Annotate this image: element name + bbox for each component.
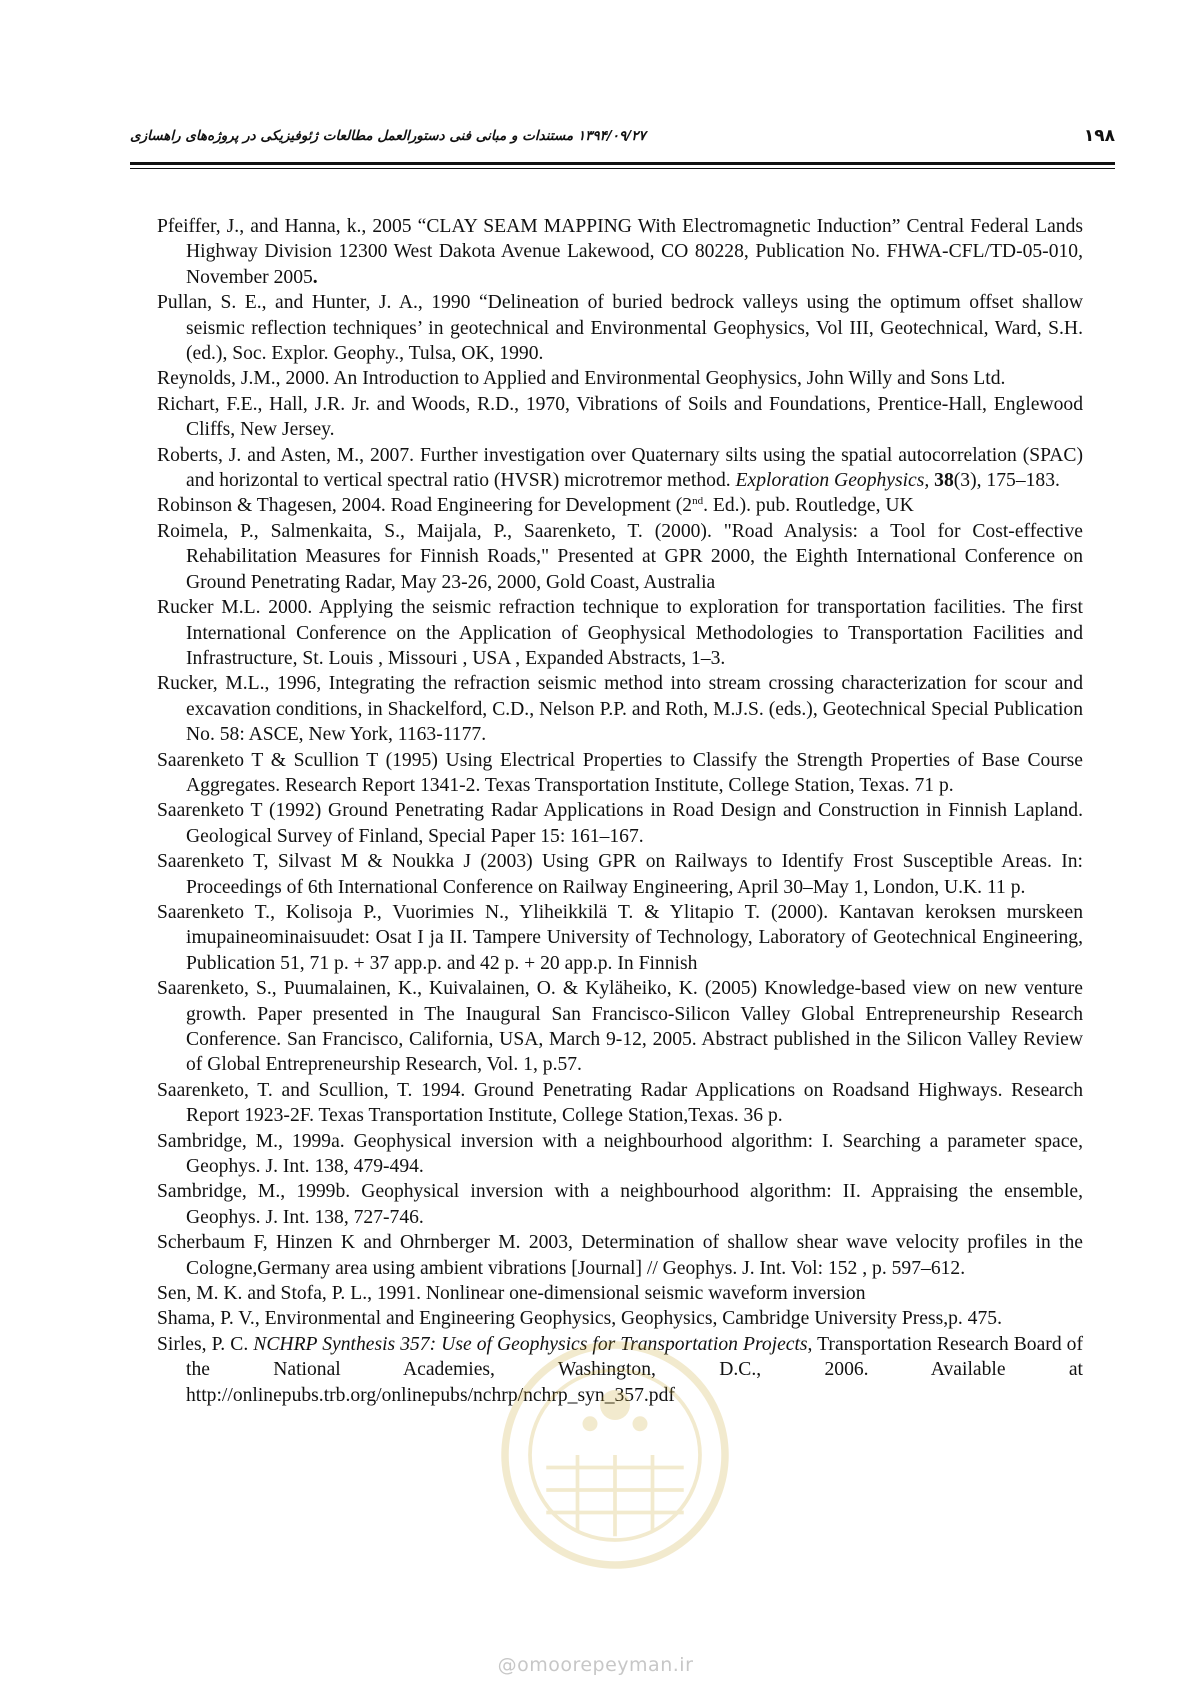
reference-pre: Shama, P. V., Environmental and Engineering Geophysics, Geophysics, Cambridge University Press,p. 475. bbox=[157, 1308, 1002, 1330]
reference-pre: Sen, M. K. and Stofa, P. L., 1991. Nonlinear one-dimensional seismic waveform inversion bbox=[157, 1283, 866, 1305]
reference-italic: Exploration Geophysics, bbox=[735, 470, 930, 492]
reference-pre: Sambridge, M., 1999a. Geophysical inversion with a neighbourhood algorithm: I. Searching a parameter space, Geophys. J. Int. 138, 479-494. bbox=[157, 1130, 1083, 1178]
reference-bold: 38 bbox=[929, 470, 954, 492]
reference-entry bbox=[157, 214, 1083, 290]
reference-list bbox=[157, 214, 1083, 1408]
reference-entry bbox=[157, 1332, 1083, 1408]
reference-entry bbox=[157, 1281, 1083, 1306]
reference-entry bbox=[157, 392, 1083, 443]
reference-pre: Rucker, M.L., 1996, Integrating the refraction seismic method into stream crossing characterization for scour and excavation conditions, in Shackelford, C.D., Nelson P.P. and Roth, M.J.S. (eds.), Geotechnical Special Publication No. 58: ASCE, New York, 1163-1177. bbox=[157, 673, 1083, 746]
reference-entry bbox=[157, 671, 1083, 747]
reference-pre: Saarenketo T (1992) Ground Penetrating Radar Applications in Road Design and Construction in Finnish Lapland. Geological Survey of Finland, Special Paper 15: 161–167. bbox=[157, 800, 1083, 847]
header-rule-thin bbox=[130, 168, 1115, 169]
reference-entry bbox=[157, 1230, 1083, 1281]
reference-post: . Ed.). pub. Routledge, UK bbox=[703, 495, 914, 517]
reference-pre: Pfeiffer, J., and Hanna, k., 2005 “CLAY SEAM MAPPING With Electromagnetic Induction” Central Federal Lands Highway Division 12300 West Dakota Avenue Lakewood, CO 80228, Publication No. FHWA-CFL/TD-05-010, November 2005 bbox=[157, 216, 1083, 288]
page-number: ۱۹۸ bbox=[1083, 126, 1115, 146]
reference-pre: Robinson & Thagesen, 2004. Road Engineering for Development (2 bbox=[157, 495, 693, 517]
page-header bbox=[130, 126, 1115, 148]
reference-pre: Saarenketo, S., Puumalainen, K., Kuivalainen, O. & Kyläheiko, K. (2005) Knowledge-based view on new venture growth. Paper presented in The Inaugural San Francisco-Silicon Valley Global Entrepreneurship Research Conference. San Francisco, California, USA, March 9-12, 2005. Abstract published in the Silicon Valley Review of Global Entrepreneurship Research, Vol. 1, p.57. bbox=[157, 978, 1083, 1076]
reference-entry bbox=[157, 798, 1083, 849]
reference-pre: Saarenketo T & Scullion T (1995) Using Electrical Properties to Classify the Strength Properties of Base Course Aggregates. Research Report 1341-2. Texas Transportation Institute, College Station, Texas. 71 p. bbox=[157, 749, 1083, 796]
reference-entry bbox=[157, 849, 1083, 900]
reference-italic: NCHRP Synthesis 357: Use of Geophysics for Transportation Projects bbox=[253, 1333, 808, 1355]
reference-entry bbox=[157, 900, 1083, 976]
reference-entry bbox=[157, 366, 1083, 391]
reference-pre: Sirles, P. C. bbox=[157, 1333, 254, 1355]
reference-entry bbox=[157, 1078, 1083, 1129]
reference-bold_end: . bbox=[312, 266, 318, 288]
reference-entry bbox=[157, 595, 1083, 671]
reference-pre: Pullan, S. E., and Hunter, J. A., 1990 “Delineation of buried bedrock valleys using the optimum offset shallow seismic reflection techniques’ in geotechnical and Environmental Geophysics, Vol III, Geotechnical, Ward, S.H. (ed.), Soc. Explor. Geophy., Tulsa, OK, 1990. bbox=[157, 292, 1083, 365]
reference-entry bbox=[157, 493, 1083, 518]
reference-pre: Sambridge, M., 1999b. Geophysical inversion with a neighbourhood algorithm: II. Appraising the ensemble, Geophys. J. Int. 138, 727-746. bbox=[157, 1181, 1083, 1228]
reference-pre: Richart, F.E., Hall, J.R. Jr. and Woods, R.D., 1970, Vibrations of Soils and Foundations, Prentice-Hall, Englewood Cliffs, New Jersey. bbox=[157, 393, 1083, 441]
reference-entry bbox=[157, 1129, 1083, 1180]
reference-pre: Saarenketo, T. and Scullion, T. 1994. Ground Penetrating Radar Applications on Roadsand Highways. Research Report 1923-2F. Texas Transportation Institute, College Station,Texas. 36 p. bbox=[157, 1079, 1083, 1127]
reference-pre: Reynolds, J.M., 2000. An Introduction to Applied and Environmental Geophysics, John Willy and Sons Ltd. bbox=[157, 368, 1006, 390]
reference-entry bbox=[157, 1306, 1083, 1331]
reference-pre: Roberts, J. and Asten, M., 2007. Further investigation over Quaternary silts using the spatial autocorrelation (SPAC) and horizontal to vertical spectral ratio (HVSR) microtremor method. bbox=[157, 444, 1083, 492]
watermark-text: @omoorepeyman.ir bbox=[497, 1654, 694, 1676]
reference-sup: nd bbox=[692, 495, 704, 508]
reference-entry bbox=[157, 443, 1083, 494]
reference-pre: Saarenketo T, Silvast M & Noukka J (2003) Using GPR on Railways to Identify Frost Susceptible Areas. In: Proceedings of 6th International Conference on Railway Engineering, April 30–May 1, London, U.K. 11 p. bbox=[157, 851, 1083, 898]
reference-entry bbox=[157, 976, 1083, 1078]
reference-pre: Scherbaum F, Hinzen K and Ohrnberger M. 2003, Determination of shallow shear wave velocity profiles in the Cologne,Germany area using ambient vibrations [Journal] // Geophys. J. Int. Vol: 152 , p. 597–612. bbox=[157, 1232, 1083, 1279]
reference-post: (3), 175–183. bbox=[953, 470, 1060, 492]
reference-entry bbox=[157, 290, 1083, 366]
reference-entry bbox=[157, 1179, 1083, 1230]
reference-pre: Roimela, P., Salmenkaita, S., Maijala, P., Saarenketo, T. (2000). "Road Analysis: a Tool for Cost-effective Rehabilitation Measures for Finnish Roads," Presented at GPR 2000, the Eighth International Conference on Ground Penetrating Radar, May 23-26, 2000, Gold Coast, Australia bbox=[157, 520, 1083, 593]
running-title: ۱۳۹۴/۰۹/۲۷ مستندات و مبانی فنی دستورالعمل مطالعات ژئوفیزیکی در پروژه‌های راهسازی bbox=[130, 128, 646, 144]
reference-entry bbox=[157, 519, 1083, 595]
reference-entry bbox=[157, 748, 1083, 799]
reference-pre: Saarenketo T., Kolisoja P., Vuorimies N., Yliheikkilä T. & Ylitapio T. (2000). Kantavan keroksen murskeen imupaineominaisuudet: Osat I ja II. Tampere University of Technology, Laboratory of Geotechnical Engineering, Publication 51, 71 p. + 37 app.p. and 42 p. + 20 app.p. In Finnish bbox=[157, 901, 1083, 974]
reference-pre: Rucker M.L. 2000. Applying the seismic refraction technique to exploration for transportation facilities. The first International Conference on the Application of Geophysical Methodologies to Transportation Facilities and Infrastructure, St. Louis , Missouri , USA , Expanded Abstracts, 1–3. bbox=[157, 597, 1083, 669]
reference-post: , Transportation Research Board of the National Academies, Washington, D.C., 2006. Available at http://onlinepubs.trb.org/onlinepubs/nchrp/nchrp_syn_357.pdf bbox=[186, 1333, 1083, 1406]
header-rule-thick bbox=[130, 162, 1115, 165]
